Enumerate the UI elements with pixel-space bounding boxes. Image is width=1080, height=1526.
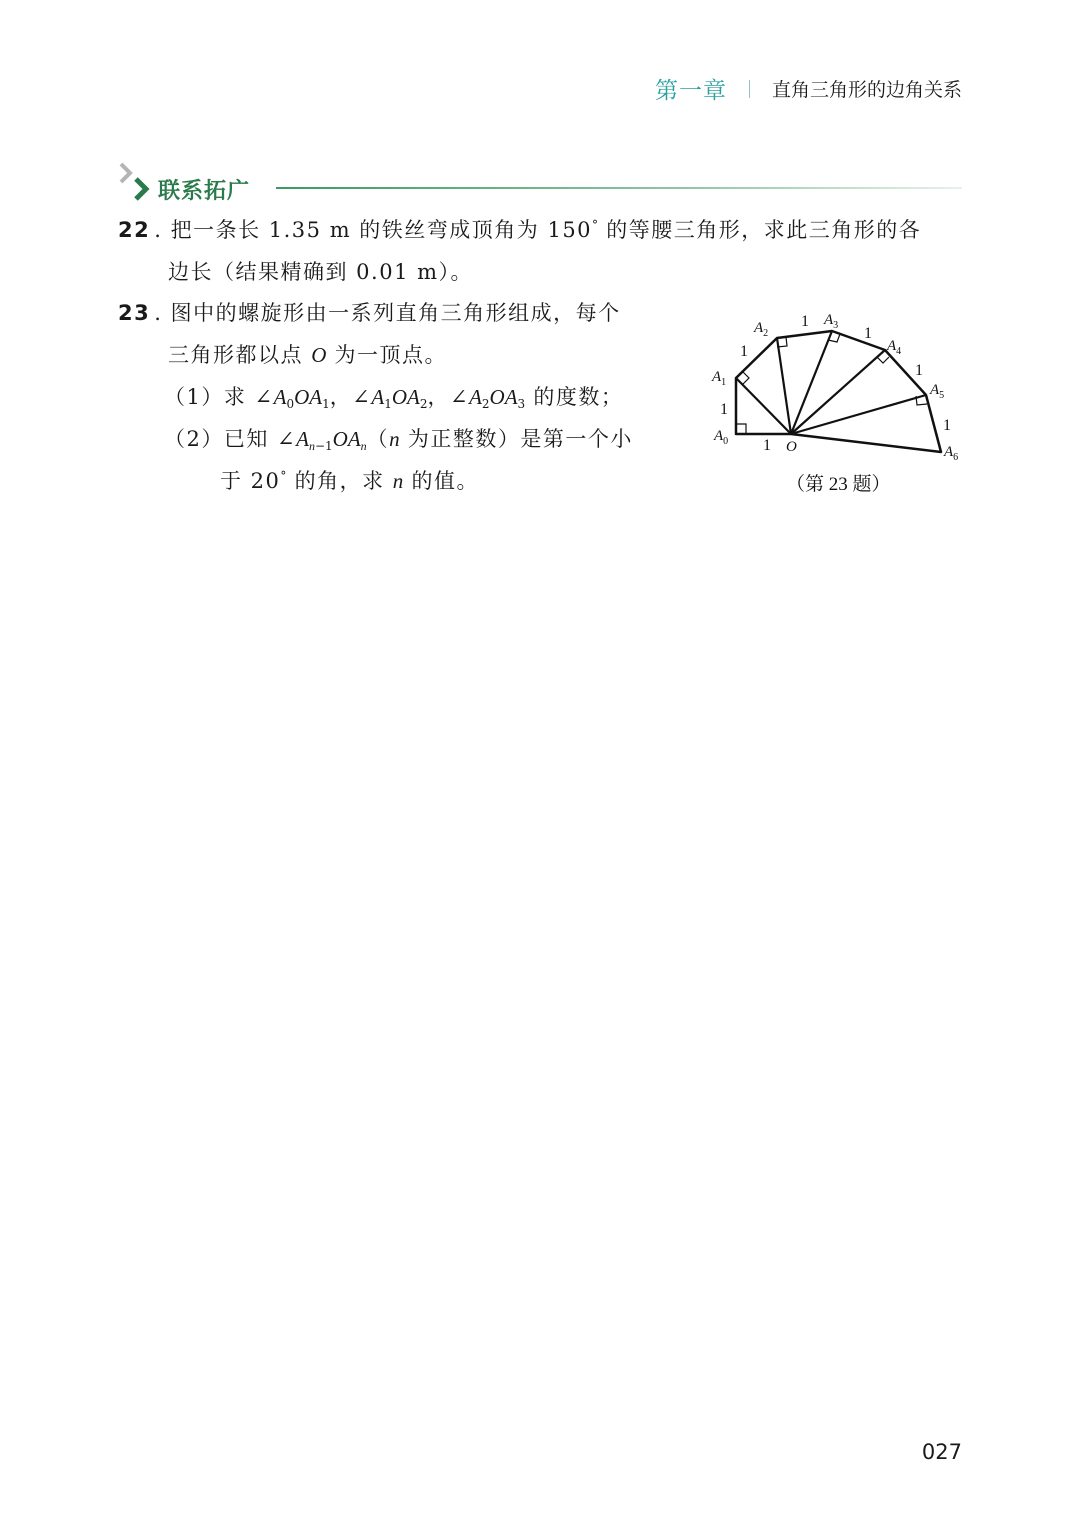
side-label: 1: [864, 325, 872, 342]
section-rule: [276, 187, 962, 189]
header-divider: [749, 80, 750, 98]
page-number: 027: [921, 1440, 962, 1464]
problem-22-line-1: 22 . 把一条长 1.35 m 的铁丝弯成顶角为 150° 的等腰三角形，求此三角形的各: [118, 218, 922, 242]
side-label: 1: [915, 362, 923, 379]
point-label-a6: $A_6$: [944, 444, 959, 463]
side-label: 1: [740, 343, 748, 360]
side-label: 1: [720, 401, 728, 418]
problem-23-line-2: 三角形都以点 O 为一顶点。: [168, 343, 448, 367]
chevron-right-icon: [118, 160, 158, 206]
problem-22: [118, 209, 968, 293]
figure-caption: （第 23 题）: [786, 474, 891, 495]
section-title: 联系拓广: [158, 179, 251, 204]
problem-22-line-2: 边长（结果精确到 0.01 m）。: [168, 260, 474, 284]
problem-23-question-2: （2）已知 $\angle A_{n-1}OA_n(n$ 为正整数）是第一个小: [164, 427, 633, 453]
point-label-a4: $A_4$: [887, 338, 902, 357]
problem-23-question-2-cont: 于 20° 的角，求 n 的值。: [220, 469, 479, 493]
side-label: 1: [943, 417, 951, 434]
problem-23: [118, 292, 708, 502]
spiral-figure: [706, 302, 968, 502]
point-label-a3: $A_3$: [824, 312, 839, 331]
point-label-a5: $A_5$: [930, 382, 945, 401]
side-label: 1: [801, 313, 809, 330]
chapter-title: 直角三角形的边角关系: [771, 79, 962, 101]
problem-number: 22: [118, 218, 151, 242]
problem-number: 23: [118, 301, 151, 325]
chapter-label: 第一章: [654, 78, 727, 104]
problem-23-question-1: （1）求 $\angle A_0OA_1$，$\angle A_1OA_2$，$\angle A_2OA_3$ 的度数；: [164, 385, 624, 411]
section-heading: [118, 160, 962, 206]
problem-23-line-1: 23 . 图中的螺旋形由一系列直角三角形组成，每个: [118, 301, 621, 325]
point-label-a0: $A_0$: [714, 428, 729, 447]
origin-label: O: [786, 439, 797, 455]
side-label: 1: [763, 437, 771, 454]
running-header: [655, 72, 962, 105]
point-label-a2: $A_2$: [754, 320, 769, 339]
point-label-a1: $A_1$: [712, 369, 727, 388]
